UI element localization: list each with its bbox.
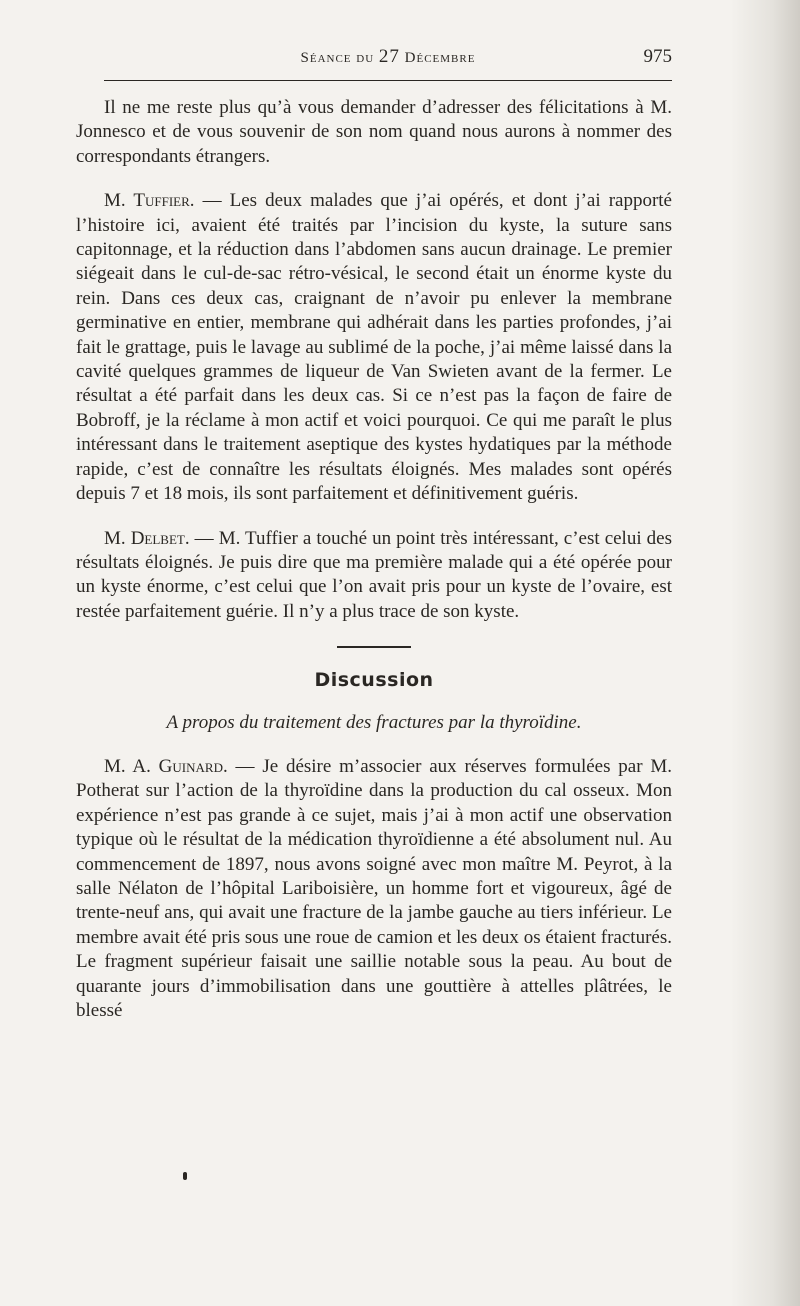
discussion-title: Discussion	[314, 669, 434, 692]
page-edge-shadow	[730, 0, 800, 1306]
page-body	[76, 96, 672, 1023]
paragraph-closing-remarks: Il ne me reste plus qu’à vous demander d’adresser des félicitations à M. Jonnesco et de vous souvenir de son nom quand nous aurons à nommer des correspondants étrangers.	[76, 97, 672, 167]
speaker-tuffier: M. Tuffier.	[104, 190, 195, 212]
tuffier-text: — Les deux malades que j’ai opérés, et dont j’ai rapporté l’histoire ici, avaient été traités par l’incision du kyste, la suture sans capitonnage, et la réduction dans l’abdomen sans aucun drainage. Le premier siégeait dans le cul-de-sac rétro-vésical, le second était un énorme kyste du rein. Dans ces deux cas, craignant de n’avoir pu enlever la membrane germinative en entier, membrane qui adhérait dans les parties profondes, j’ai fait le grattage, puis le lavage au sublimé de la poche, j’ai même laissé dans la cavité quelques grammes de liqueur de Van Swieten avant de la fermer. Le résultat a été parfait dans les deux cas. Si ce n’est pas la façon de faire de Bobroff, je la réclame à mon actif et voici pourquoi. Ce qui me paraît le plus intéressant dans le traitement aseptique des kystes hydatiques par la méthode rapide, c’est de connaître les résultats éloignés. Mes malades sont opérés depuis 7 et 18 mois, ils sont parfaitement et définitivement guéris.	[76, 190, 672, 505]
paragraph-tuffier	[76, 189, 672, 506]
section-separator	[337, 646, 411, 648]
speaker-delbet: M. Delbet.	[104, 527, 190, 549]
paragraph-guinard	[76, 755, 672, 1023]
delbet-text: — M. Tuffier a touché un point très intéressant, c’est celui des résultats éloignés. Je puis dire que ma première malade qui a été opérée pour un kyste énorme, c’est celui que l’on avait pris pour un kyste de l’ovaire, est restée parfaitement guérie. Il n’y a plus trace de son kyste.	[76, 527, 672, 622]
paragraph-delbet	[76, 527, 672, 625]
running-head-month: Décembre	[404, 50, 476, 66]
running-head-prefix: Séance du	[300, 50, 375, 66]
speaker-guinard: M. A. Guinard.	[104, 755, 228, 777]
running-head	[104, 46, 672, 68]
discussion-subtitle: A propos du traitement des fractures par la thyroïdine.	[166, 711, 582, 733]
running-head-day: 27	[378, 46, 400, 67]
ink-spot	[183, 1172, 187, 1180]
page-number: 975	[643, 46, 672, 67]
header-rule	[104, 80, 672, 81]
page-header	[104, 46, 672, 70]
guinard-text: — Je désire m’associer aux réserves formulées par M. Potherat sur l’action de la thyroïdine dans la production du cal osseux. Mon expérience n’est pas grande à ce sujet, mais j’ai à mon actif une observation typique où le résultat de la médication thyroïdienne a été absolument nul. Au commencement de 1897, nous avons soigné avec mon maître M. Peyrot, à la salle Nélaton de l’hôpital Lariboisière, un homme fort et vigoureux, âgé de trente-neuf ans, qui avait une fracture de la jambe gauche au tiers inférieur. Le membre avait été pris sous une roue de camion et les deux os étaient fracturés. Le fragment supérieur faisait une saillie notable sous la peau. Au bout de quarante jours d’immobilisation dans une gouttière à attelles plâtrées, le blessé	[76, 755, 672, 1021]
